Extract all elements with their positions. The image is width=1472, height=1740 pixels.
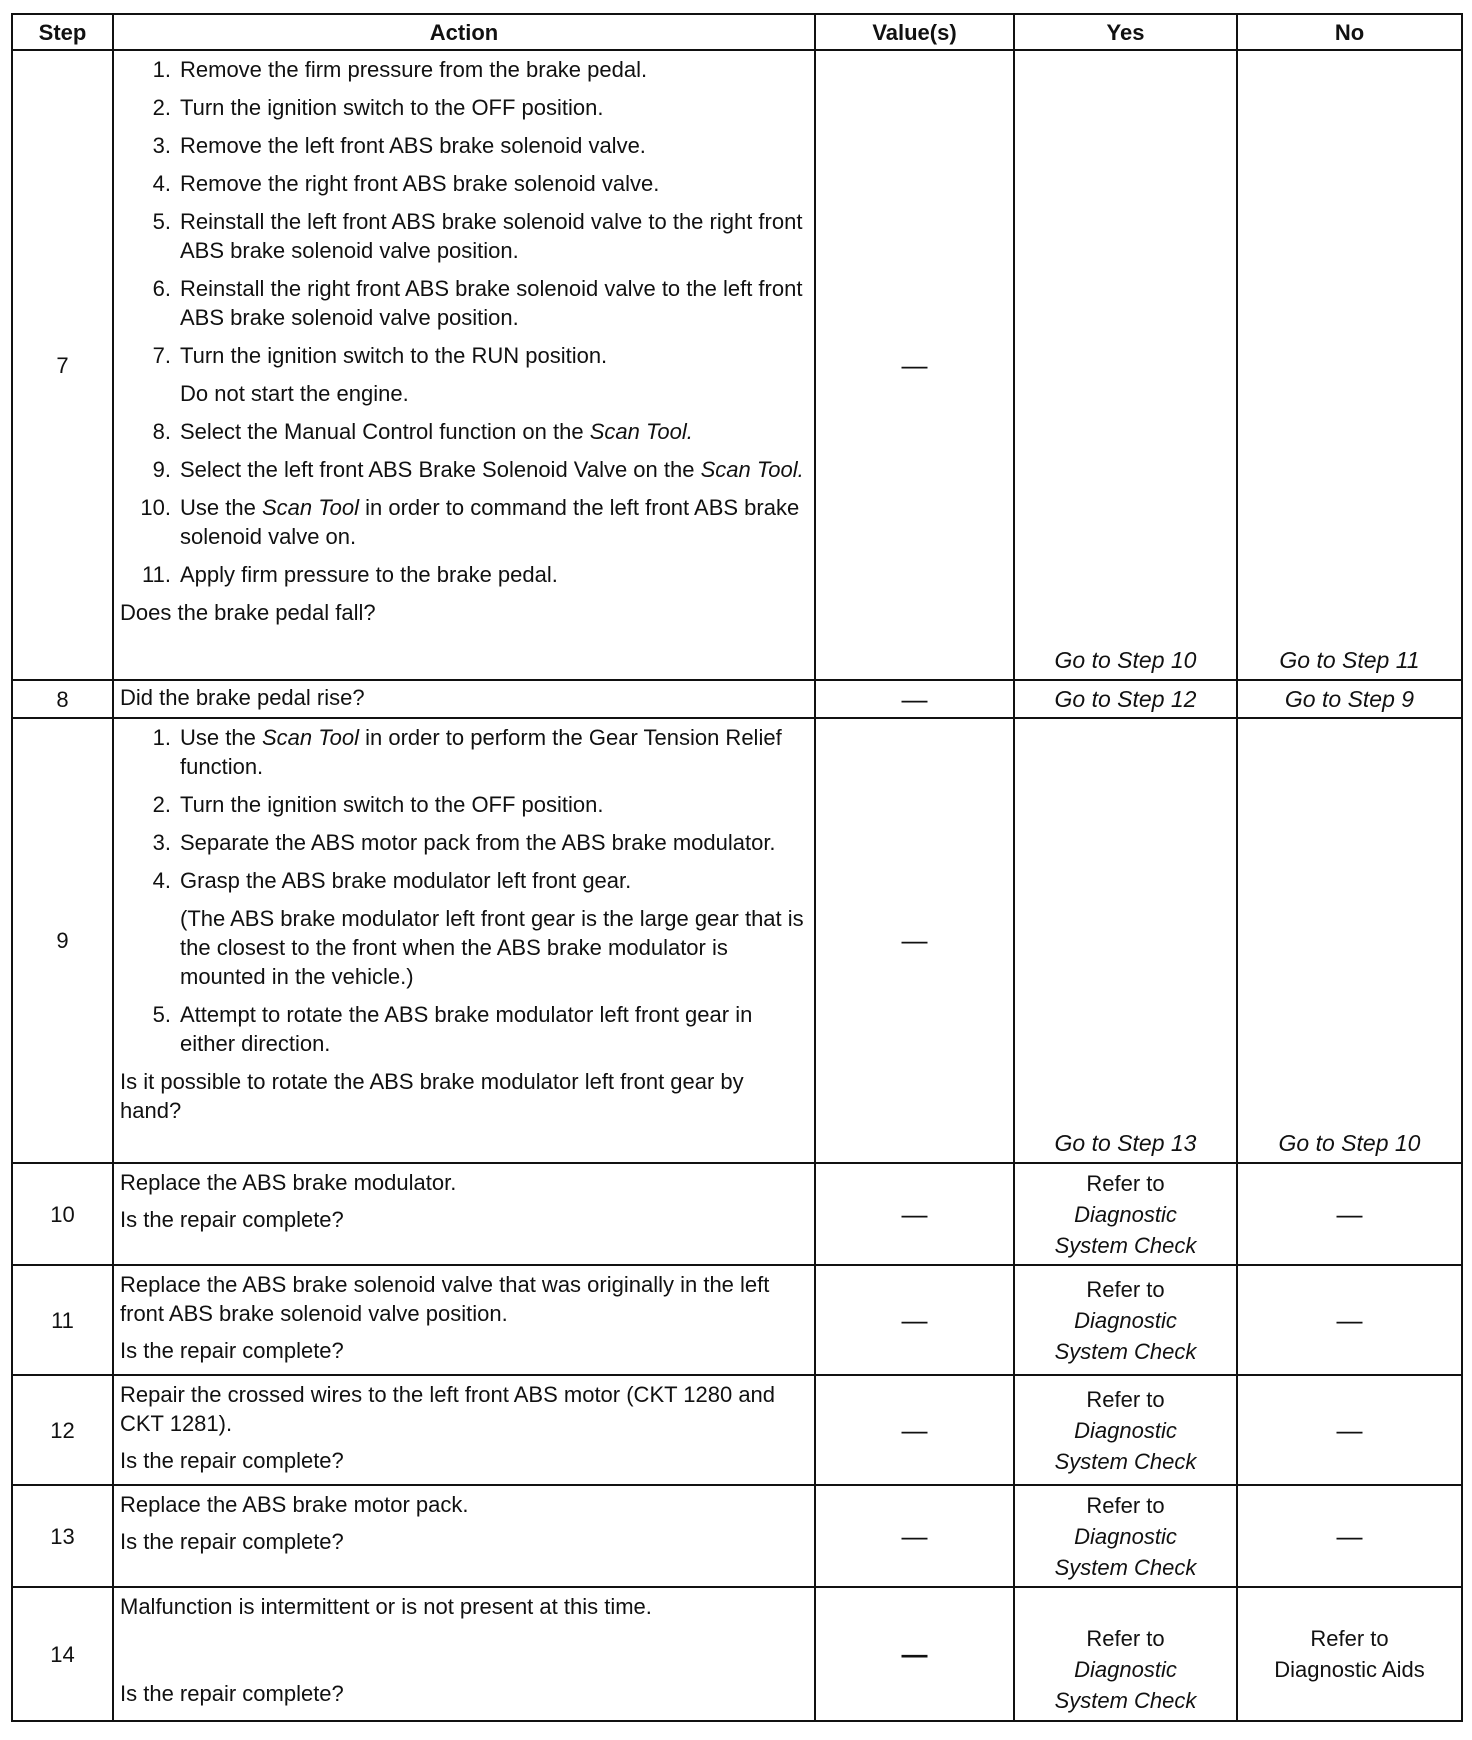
- instruction-item: [120, 723, 808, 781]
- header-step: Step: [12, 14, 113, 50]
- step-number: 12: [12, 1375, 113, 1485]
- instruction-text: Remove the left front ABS brake solenoid valve.: [180, 133, 646, 158]
- refer-to-label: Refer to: [1086, 1276, 1165, 1302]
- action-cell: [113, 1265, 815, 1375]
- refer-to-label: Refer to: [1310, 1626, 1389, 1651]
- instruction-number: 2.: [152, 792, 171, 817]
- step-number: 9: [12, 718, 113, 1163]
- instruction-item: [120, 417, 808, 446]
- instruction-number: 5.: [152, 209, 171, 234]
- action-text: Replace the ABS brake motor pack.: [120, 1492, 469, 1517]
- instruction-item: [120, 1000, 808, 1058]
- refer-to-label: Refer to: [1086, 1386, 1165, 1412]
- no-cell: [1237, 1587, 1462, 1721]
- table-row-step-12: [12, 1375, 1462, 1485]
- instruction-text: Use the Scan Tool in order to perform the Gear Tension Relief function.: [180, 725, 782, 779]
- refer-target-line-2: System Check: [1054, 1554, 1197, 1580]
- refer-target-line-2: System Check: [1054, 1448, 1197, 1474]
- instruction-text: Reinstall the right front ABS brake solenoid valve to the left front ABS brake solenoid valve position.: [180, 276, 803, 330]
- table-row-step-10: [12, 1163, 1462, 1265]
- no-cell: —: [1237, 1485, 1462, 1587]
- instruction-item: [120, 131, 808, 160]
- instruction-text: Attempt to rotate the ABS brake modulator left front gear in either direction.: [180, 1002, 753, 1056]
- diagnostic-table-page: [11, 13, 1461, 1722]
- instruction-number: 3.: [152, 133, 171, 158]
- yes-cell: [1014, 1163, 1237, 1265]
- step-number: 8: [12, 680, 113, 718]
- refer-to-label: Refer to: [1086, 1492, 1165, 1518]
- instruction-text: Turn the ignition switch to the OFF position.: [180, 95, 604, 120]
- instruction-number: 4.: [152, 868, 171, 893]
- instruction-number: 11.: [142, 562, 171, 587]
- step-number: 13: [12, 1485, 113, 1587]
- action-question: Does the brake pedal fall?: [120, 600, 376, 625]
- action-cell: [113, 1375, 815, 1485]
- no-cell: —: [1237, 1375, 1462, 1485]
- action-text: Replace the ABS brake modulator.: [120, 1170, 457, 1195]
- instruction-item: [120, 207, 808, 265]
- action-text: Malfunction is intermittent or is not present at this time.: [120, 1594, 652, 1619]
- no-cell: Go to Step 11: [1237, 50, 1462, 680]
- refer-target-line-2: System Check: [1054, 1338, 1197, 1364]
- action-question: Is the repair complete?: [120, 1681, 344, 1706]
- instruction-number: 7.: [152, 343, 171, 368]
- instruction-number: 9.: [152, 457, 171, 482]
- step-number: 11: [12, 1265, 113, 1375]
- refer-to-label: Refer to: [1086, 1626, 1165, 1651]
- step-number: 7: [12, 50, 113, 680]
- action-question: Is the repair complete?: [120, 1529, 344, 1554]
- instruction-text: Reinstall the left front ABS brake solenoid valve to the right front ABS brake solenoid valve position.: [180, 209, 803, 263]
- instruction-item: [120, 55, 808, 84]
- instruction-text: Select the Manual Control function on the Scan Tool.: [180, 419, 693, 444]
- yes-cell: [1014, 1485, 1237, 1587]
- tool-name: Scan Tool: [261, 495, 359, 520]
- refer-target: Diagnostic Aids: [1274, 1657, 1425, 1682]
- value-cell: —: [815, 1375, 1014, 1485]
- refer-target-line-1: Diagnostic: [1074, 1523, 1177, 1549]
- diagnostic-table: [11, 13, 1463, 1722]
- action-text: Repair the crossed wires to the left front ABS motor (CKT 1280 and CKT 1281).: [120, 1382, 776, 1436]
- instruction-note: Do not start the engine.: [180, 381, 409, 406]
- header-action: Action: [113, 14, 815, 50]
- action-question: Is the repair complete?: [120, 1207, 344, 1232]
- yes-cell: Go to Step 12: [1014, 680, 1237, 718]
- yes-cell: [1014, 1587, 1237, 1721]
- tool-name: Scan Tool: [261, 725, 359, 750]
- refer-target-line-1: Diagnostic: [1074, 1417, 1177, 1443]
- action-cell: [113, 50, 815, 680]
- refer-target-line-2: System Check: [1054, 1232, 1197, 1258]
- action-question: Did the brake pedal rise?: [120, 685, 365, 710]
- value-cell: —: [815, 1265, 1014, 1375]
- action-question: Is the repair complete?: [120, 1338, 344, 1363]
- table-row-step-7: [12, 50, 1462, 680]
- yes-cell: Go to Step 10: [1014, 50, 1237, 680]
- instruction-item: [120, 828, 808, 857]
- instruction-item: [120, 866, 808, 895]
- instruction-item: [120, 93, 808, 122]
- instruction-item: [120, 274, 808, 332]
- instruction-text: Turn the ignition switch to the OFF position.: [180, 792, 604, 817]
- instruction-number: 5.: [152, 1002, 171, 1027]
- header-yes: Yes: [1014, 14, 1237, 50]
- instruction-text: Turn the ignition switch to the RUN position.: [180, 343, 608, 368]
- refer-target-line-1: Diagnostic: [1074, 1657, 1177, 1682]
- value-cell: —: [815, 1587, 1014, 1721]
- action-text: Replace the ABS brake solenoid valve that was originally in the left front ABS brake solenoid valve position.: [120, 1272, 770, 1326]
- instruction-number: 1.: [152, 725, 171, 750]
- instruction-number: 4.: [152, 171, 171, 196]
- instruction-item: [120, 560, 808, 589]
- step-number: 10: [12, 1163, 113, 1265]
- instruction-number: 10.: [140, 495, 171, 520]
- action-cell: [113, 680, 815, 718]
- action-list: [120, 55, 808, 589]
- instruction-number: 2.: [152, 95, 171, 120]
- yes-cell: [1014, 1265, 1237, 1375]
- instruction-number: 8.: [152, 419, 171, 444]
- no-cell: —: [1237, 1163, 1462, 1265]
- action-cell: [113, 718, 815, 1163]
- instruction-note: (The ABS brake modulator left front gear is the large gear that is the closest to the front when the ABS brake modulator is mounted in the vehicle.): [180, 906, 804, 989]
- instruction-item: [120, 790, 808, 819]
- value-cell: —: [815, 1163, 1014, 1265]
- instruction-text: Separate the ABS motor pack from the ABS brake modulator.: [180, 830, 776, 855]
- instruction-text: Remove the firm pressure from the brake pedal.: [180, 57, 648, 82]
- action-cell: [113, 1485, 815, 1587]
- table-row-step-13: [12, 1485, 1462, 1587]
- refer-target-line-1: Diagnostic: [1074, 1307, 1177, 1333]
- value-cell: —: [815, 50, 1014, 680]
- table-row-step-9: [12, 718, 1462, 1163]
- table-row-step-11: [12, 1265, 1462, 1375]
- instruction-number: 3.: [152, 830, 171, 855]
- refer-target-line-2: System Check: [1054, 1688, 1197, 1713]
- no-cell: Go to Step 9: [1237, 680, 1462, 718]
- instruction-number: 1.: [152, 57, 171, 82]
- action-question: Is it possible to rotate the ABS brake modulator left front gear by hand?: [120, 1069, 744, 1123]
- instruction-text: Use the Scan Tool in order to command the left front ABS brake solenoid valve on.: [180, 495, 800, 549]
- header-row: [12, 14, 1462, 50]
- tool-name: Scan Tool.: [589, 419, 693, 444]
- instruction-text: Select the left front ABS Brake Solenoid Valve on the Scan Tool.: [180, 457, 804, 482]
- value-cell: —: [815, 1485, 1014, 1587]
- value-cell: —: [815, 718, 1014, 1163]
- action-question: Is the repair complete?: [120, 1448, 344, 1473]
- action-cell: [113, 1587, 815, 1721]
- table-row-step-14: [12, 1587, 1462, 1721]
- instruction-text: Grasp the ABS brake modulator left front gear.: [180, 868, 632, 893]
- instruction-number: 6.: [152, 276, 171, 301]
- tool-name: Scan Tool.: [700, 457, 804, 482]
- table-row-step-8: [12, 680, 1462, 718]
- yes-cell: [1014, 1375, 1237, 1485]
- value-cell: —: [815, 680, 1014, 718]
- instruction-item: [120, 455, 808, 484]
- header-no: No: [1237, 14, 1462, 50]
- instruction-text: Remove the right front ABS brake solenoid valve.: [180, 171, 660, 196]
- instruction-item: [120, 493, 808, 551]
- yes-cell: Go to Step 13: [1014, 718, 1237, 1163]
- header-values: Value(s): [815, 14, 1014, 50]
- instruction-item: [120, 341, 808, 370]
- instruction-text: Apply firm pressure to the brake pedal.: [180, 562, 558, 587]
- no-cell: Go to Step 10: [1237, 718, 1462, 1163]
- instruction-item: [120, 169, 808, 198]
- refer-target-line-1: Diagnostic: [1074, 1201, 1177, 1227]
- no-cell: —: [1237, 1265, 1462, 1375]
- action-list: [120, 723, 808, 1058]
- refer-to-label: Refer to: [1086, 1170, 1165, 1196]
- action-cell: [113, 1163, 815, 1265]
- step-number: 14: [12, 1587, 113, 1721]
